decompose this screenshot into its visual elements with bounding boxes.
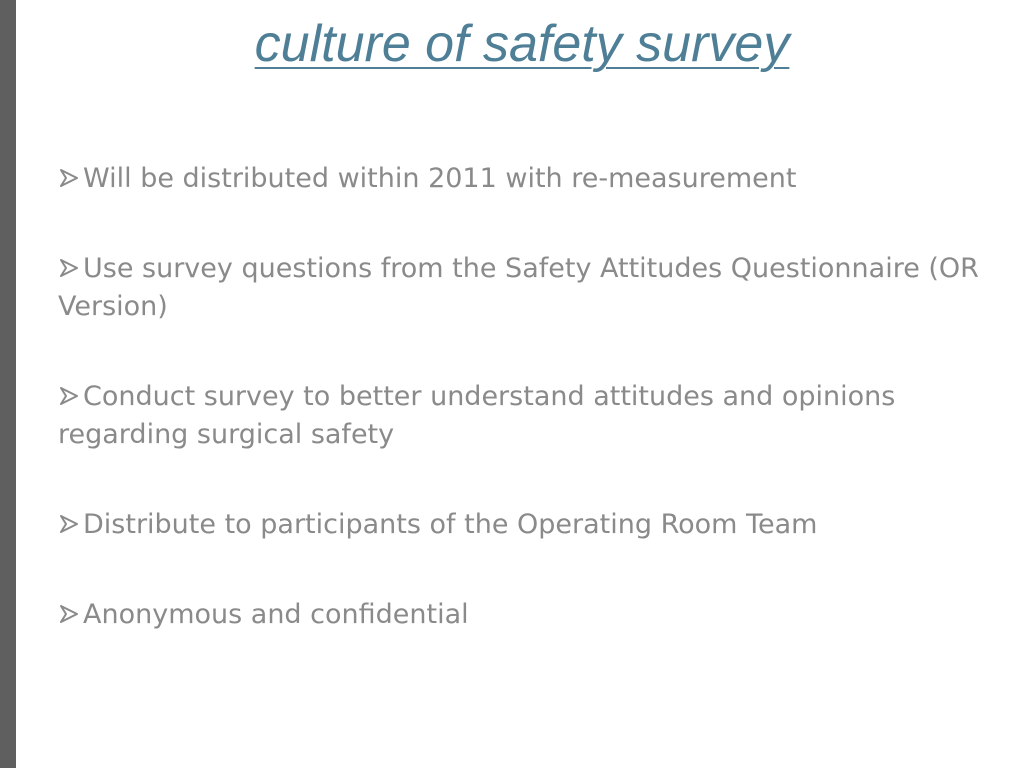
bullet-text: Distribute to participants of the Operating Room Team bbox=[83, 509, 818, 540]
arrowhead-bullet-icon bbox=[58, 513, 82, 535]
bullet-text: Anonymous and confidential bbox=[83, 599, 469, 630]
arrowhead-bullet-icon bbox=[58, 385, 82, 407]
bullet-list bbox=[58, 160, 998, 686]
bullet-text: Conduct survey to better understand attitudes and opinions regarding surgical safety bbox=[58, 381, 896, 450]
bullet-item bbox=[58, 160, 998, 198]
bullet-item bbox=[58, 596, 998, 634]
left-accent-bar bbox=[0, 0, 16, 768]
arrowhead-bullet-icon bbox=[58, 603, 82, 625]
bullet-item bbox=[58, 506, 998, 544]
arrowhead-bullet-icon bbox=[58, 257, 82, 279]
bullet-item bbox=[58, 378, 998, 454]
arrowhead-bullet-icon bbox=[58, 167, 82, 189]
slide-title: culture of safety survey bbox=[254, 15, 790, 73]
bullet-item bbox=[58, 250, 998, 326]
bullet-text: Will be distributed within 2011 with re-measurement bbox=[83, 163, 797, 194]
bullet-text: Use survey questions from the Safety Attitudes Questionnaire (OR Version) bbox=[58, 253, 979, 322]
